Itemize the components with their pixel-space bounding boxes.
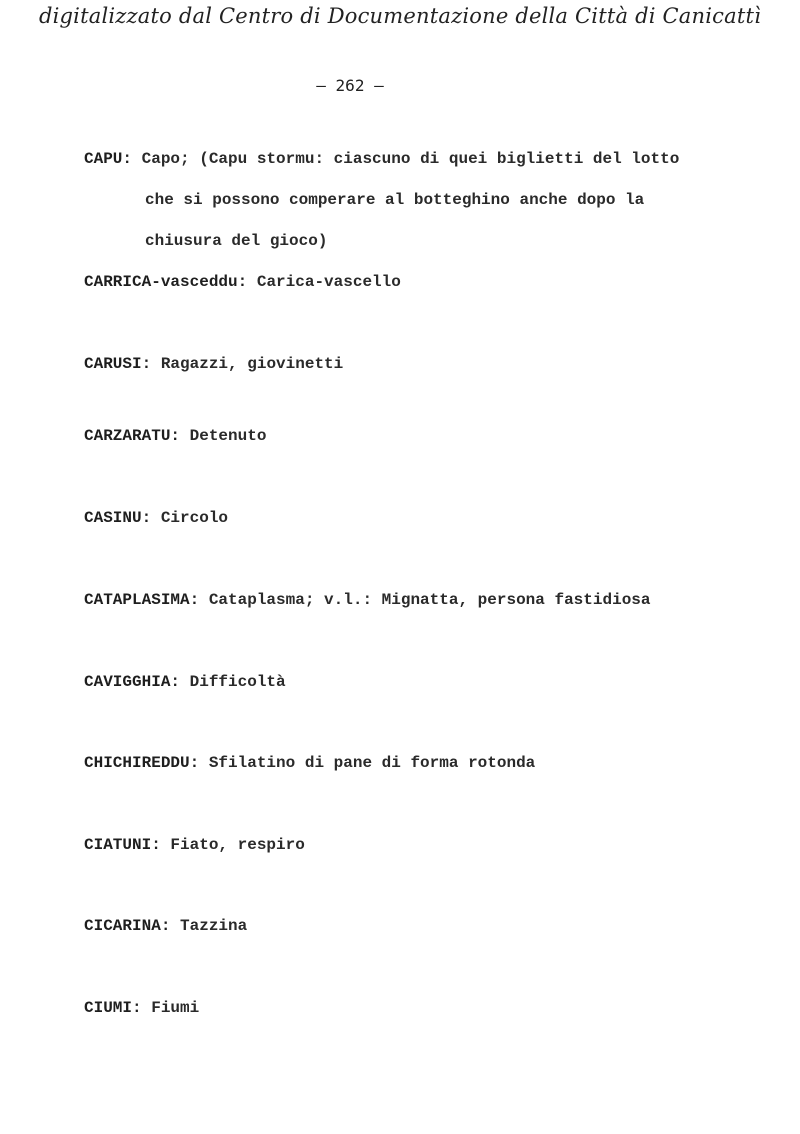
entry-term: CARUSI:: [84, 355, 152, 373]
entry-term: CATAPLASIMA:: [84, 591, 200, 609]
entry-term: CAPU:: [84, 150, 133, 168]
entry-definition: Difficoltà: [180, 673, 286, 691]
entry-term: CARZARATU:: [84, 427, 181, 445]
entry-definition: Tazzina: [170, 917, 248, 935]
entry-definition: Carica-vascello: [247, 273, 401, 291]
entry-definition: Ragazzi, giovinetti: [151, 355, 344, 373]
entry-term: CIUMI:: [84, 999, 142, 1017]
entry-definition-continued: chiusura del gioco): [145, 232, 328, 250]
page-number: – 262 –: [316, 76, 384, 95]
glossary-entry-carusi: [84, 344, 764, 385]
entry-term: CHICHIREDDU:: [84, 754, 200, 772]
entry-term: CIATUNI:: [84, 836, 161, 854]
entry-definition: Fiumi: [141, 999, 200, 1017]
digitization-watermark: digitalizzato dal Centro di Documentazione della Città di Canicattì: [38, 4, 762, 28]
glossary-entry-carrica: [84, 262, 764, 303]
entry-definition: Fiato, respiro: [160, 836, 305, 854]
entry-definition: Sfilatino di pane di forma rotonda: [199, 754, 536, 772]
glossary-entry-ciatuni: [84, 825, 764, 866]
entry-term: CASINU:: [84, 509, 152, 527]
entry-definition: Detenuto: [180, 427, 267, 445]
glossary-entry-cicarina: [84, 906, 764, 947]
entry-term: CARRICA-vasceddu:: [84, 273, 248, 291]
glossary-entry-capu: [84, 139, 764, 262]
entry-definition: Circolo: [151, 509, 229, 527]
entry-term: CICARINA:: [84, 917, 171, 935]
glossary-entry-carzaratu: [84, 416, 764, 457]
glossary-entry-cavigghia: [84, 662, 764, 703]
glossary-entry-ciumi: [84, 988, 764, 1029]
glossary-entry-cataplasima: [84, 580, 764, 621]
entry-definition-continued: che si possono comperare al botteghino anche dopo la: [145, 191, 645, 209]
glossary-entry-casinu: [84, 498, 764, 539]
entry-definition: Capo; (Capu stormu: ciascuno di quei biglietti del lotto: [132, 150, 680, 168]
entry-term: CAVIGGHIA:: [84, 673, 181, 691]
glossary-entry-chichireddu: [84, 743, 764, 784]
entry-definition: Cataplasma; v.l.: Mignatta, persona fastidiosa: [199, 591, 651, 609]
